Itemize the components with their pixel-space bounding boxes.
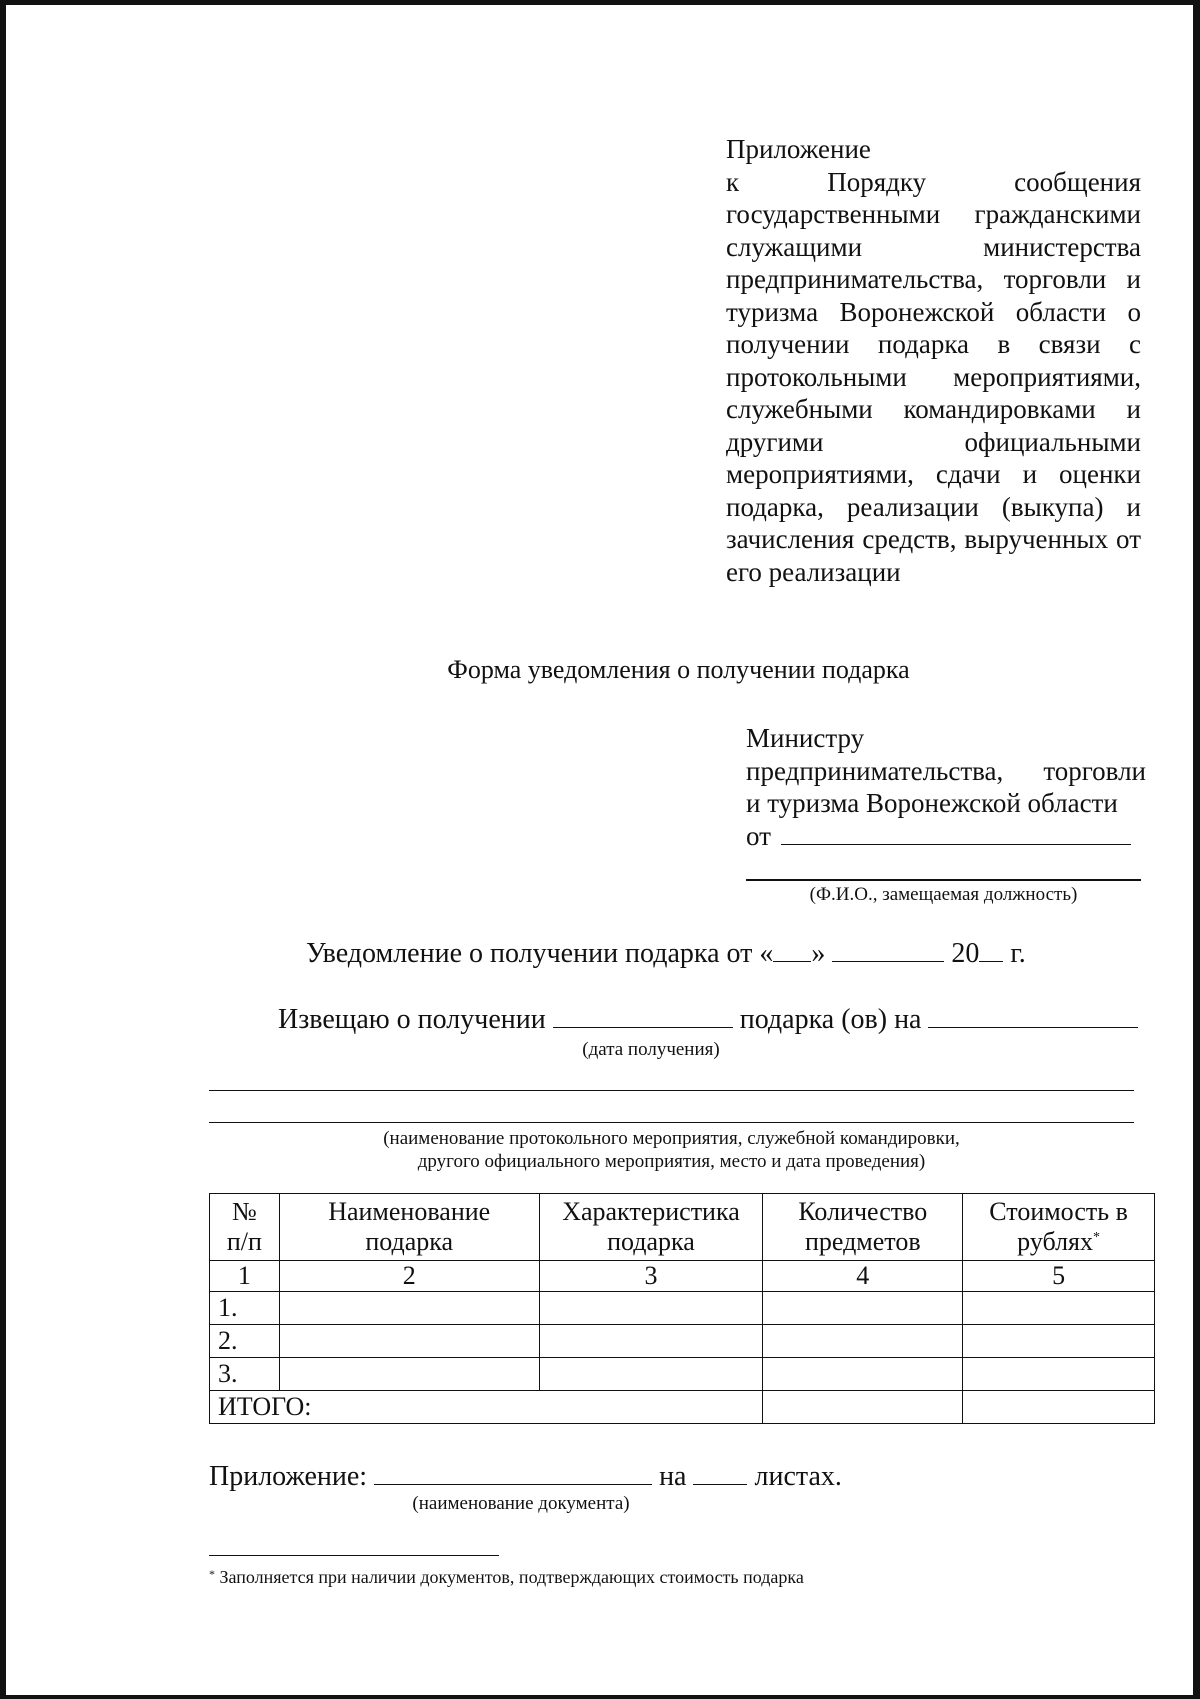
total-quantity-cell[interactable]	[763, 1391, 963, 1424]
table-row	[210, 1358, 1155, 1391]
addressee-block	[746, 722, 1146, 852]
header-name-line-2: подарка	[365, 1227, 454, 1256]
gift-name-cell[interactable]	[279, 1292, 539, 1325]
attachment-line	[209, 1460, 842, 1493]
notification-line	[306, 937, 1026, 970]
table-row	[210, 1292, 1155, 1325]
column-number: 5	[963, 1261, 1155, 1292]
report-line	[278, 1003, 1138, 1036]
footnote-text: Заполняется при наличии документов, подтверждающих стоимость подарка	[219, 1567, 804, 1587]
sheet-count-blank-field[interactable]	[693, 1460, 747, 1485]
addressee-blank-line[interactable]	[746, 879, 1141, 881]
event-blank-line-1[interactable]	[209, 1090, 1134, 1091]
appendix-title: Приложение	[726, 134, 871, 164]
column-number: 1	[210, 1261, 280, 1292]
day-blank-field[interactable]	[773, 937, 811, 962]
footnote-mark: *	[209, 1567, 215, 1581]
header-cost-line-2	[963, 1227, 1154, 1257]
column-number-row	[210, 1261, 1155, 1292]
gift-quantity-cell[interactable]	[763, 1358, 963, 1391]
addressee-line-3: и туризма Воронежской области	[746, 788, 1118, 818]
gifts-table	[209, 1193, 1155, 1424]
event-blank-field[interactable]	[928, 1003, 1138, 1028]
total-cost-cell[interactable]	[963, 1391, 1155, 1424]
gift-quantity-cell[interactable]	[763, 1292, 963, 1325]
form-title: Форма уведомления о получении подарка	[447, 655, 910, 684]
attachment-mid: на	[659, 1461, 687, 1492]
row-index: 2.	[210, 1325, 280, 1358]
header-char-line-1: Характеристика	[562, 1197, 740, 1226]
row-index: 3.	[210, 1358, 280, 1391]
document-caption: (наименование документа)	[412, 1493, 630, 1514]
notification-prefix: Уведомление о получении подарка от «	[306, 938, 774, 969]
event-blank-line-2[interactable]	[209, 1122, 1134, 1123]
report-prefix: Извещаю о получении	[278, 1004, 546, 1035]
appendix-block	[726, 133, 1141, 588]
from-blank-field[interactable]	[781, 822, 1131, 845]
notification-mid: »	[811, 938, 826, 969]
event-caption-line-1: (наименование протокольного мероприятия, служебной командировки,	[383, 1128, 960, 1149]
event-caption	[209, 1127, 1134, 1173]
addressee-line-2: предпринимательства, торговли	[746, 755, 1146, 786]
gift-characteristic-cell[interactable]	[539, 1325, 763, 1358]
month-blank-field[interactable]	[832, 937, 944, 962]
date-caption: (дата получения)	[582, 1039, 720, 1060]
header-cost	[963, 1194, 1155, 1261]
header-char-line-2: подарка	[607, 1227, 695, 1256]
footnote-divider	[209, 1555, 499, 1556]
gift-characteristic-cell[interactable]	[539, 1358, 763, 1391]
from-label: от	[746, 820, 771, 851]
gift-name-cell[interactable]	[279, 1325, 539, 1358]
row-index: 1.	[210, 1292, 280, 1325]
report-mid: подарка (ов) на	[739, 1004, 922, 1035]
header-number-line-2: п/п	[226, 1227, 262, 1256]
footnote-marker: *	[1093, 1230, 1101, 1245]
header-cost-unit: рублях	[1017, 1227, 1094, 1256]
column-number: 2	[279, 1261, 539, 1292]
gift-quantity-cell[interactable]	[763, 1325, 963, 1358]
header-quantity	[763, 1194, 963, 1261]
gift-cost-cell[interactable]	[963, 1292, 1155, 1325]
table-row	[210, 1325, 1155, 1358]
year-prefix: 20	[951, 938, 980, 969]
attachment-suffix: листах.	[754, 1461, 842, 1492]
total-row	[210, 1391, 1155, 1424]
header-number	[210, 1194, 280, 1261]
year-suffix: г.	[1010, 938, 1026, 969]
appendix-text: к Порядку сообщения государственными гражданскими служащими министерства предпринимательства, торговли и туризма Воронежской области о получении подарка в связи с протокольными мероприятиями, служебными командировками и другими официальными мероприятиями, сдачи и оценки подарка, реализации (выкупа) и зачисления средств, вырученных от его реализации	[726, 166, 1141, 587]
column-number: 3	[539, 1261, 763, 1292]
gift-characteristic-cell[interactable]	[539, 1292, 763, 1325]
addressee-caption: (Ф.И.О., замещаемая должность)	[809, 884, 1078, 905]
document-name-blank-field[interactable]	[374, 1460, 652, 1485]
column-number: 4	[763, 1261, 963, 1292]
header-gift-characteristic	[539, 1194, 763, 1261]
header-number-line-1: №	[232, 1197, 257, 1226]
event-caption-line-2: другого официального мероприятия, место и дата проведения)	[417, 1151, 926, 1172]
gift-name-cell[interactable]	[279, 1358, 539, 1391]
total-label: ИТОГО:	[210, 1391, 763, 1424]
header-cost-line-1: Стоимость в	[989, 1197, 1128, 1226]
gift-cost-cell[interactable]	[963, 1325, 1155, 1358]
header-gift-name	[279, 1194, 539, 1261]
footnote	[209, 1567, 804, 1588]
gift-cost-cell[interactable]	[963, 1358, 1155, 1391]
addressee-line-1: Министру	[746, 723, 865, 753]
header-qty-line-2: предметов	[804, 1227, 921, 1256]
header-qty-line-1: Количество	[798, 1197, 928, 1226]
attachment-label: Приложение:	[209, 1461, 368, 1492]
addressee-from-row	[746, 820, 1146, 853]
receipt-date-blank-field[interactable]	[553, 1003, 733, 1028]
table-header-row	[210, 1194, 1155, 1261]
year-blank-field[interactable]	[979, 937, 1003, 962]
header-name-line-1: Наименование	[328, 1197, 491, 1226]
